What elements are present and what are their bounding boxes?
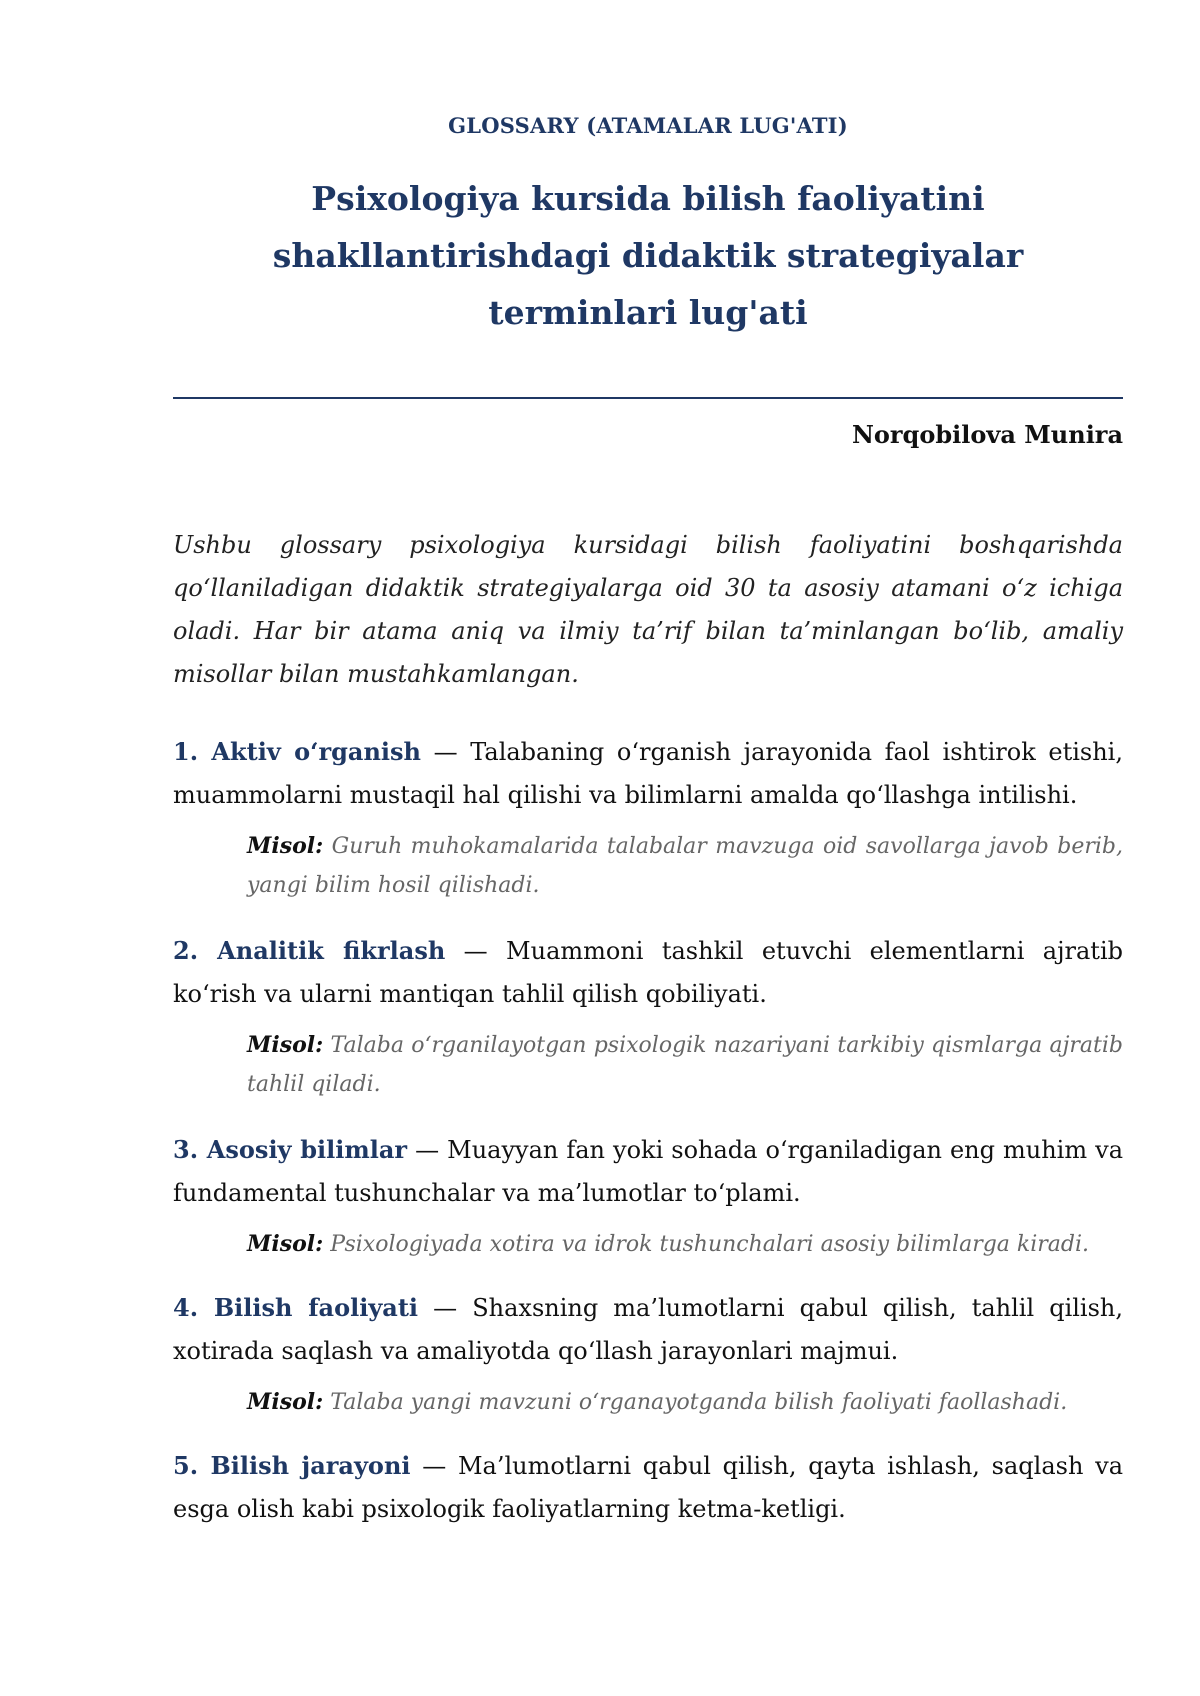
glossary-entry bbox=[173, 1128, 1123, 1264]
entry-definition bbox=[173, 730, 1123, 817]
entry-separator: — bbox=[445, 937, 507, 965]
entry-separator: — bbox=[407, 1136, 448, 1164]
document-title: Psixologiya kursida bilish faoliyatini shakllantirishdagi didaktik strategiyalar terminlari lug'ati bbox=[272, 179, 1024, 332]
example-text: Guruh muhokamalarida talabalar mavzuga oid savollarga javob berib, yangi bilim hosil qilishadi. bbox=[247, 834, 1123, 898]
example-label: Misol: bbox=[247, 833, 324, 859]
title-divider bbox=[173, 397, 1123, 399]
intro-paragraph: Ushbu glossary psixologiya kursidagi bilish faoliyatini boshqarishda qo‘llaniladigan didaktik strategiyalarga oid 30 ta asosiy atamani o‘z ichiga oladi. Har bir atama aniq va ilmiy ta’rif bilan ta’minlangan bo‘lib, amaliy misollar bilan mustahkamlangan. bbox=[173, 531, 1123, 688]
example-text: Psixologiyada xotira va idrok tushunchalari asosiy bilimlarga kiradi. bbox=[330, 1232, 1090, 1257]
glossary-entry bbox=[173, 1444, 1123, 1531]
example-text: Talaba o‘rganilayotgan psixologik nazariyani tarkibiy qismlarga ajratib tahlil qiladi. bbox=[247, 1033, 1123, 1097]
example-label: Misol: bbox=[247, 1389, 324, 1415]
example-text: Talaba yangi mavzuni o‘rganayotganda bilish faoliyati faollashadi. bbox=[330, 1390, 1068, 1415]
entry-separator: — bbox=[418, 1294, 473, 1322]
glossary-kicker: GLOSSARY (ATAMALAR LUG'ATI) bbox=[448, 113, 848, 138]
entry-definition-text: Muayyan fan yoki sohada o‘rganiladigan eng muhim va fundamental tushunchalar va ma’lumotlar to‘plami. bbox=[173, 1136, 1123, 1207]
entry-example bbox=[247, 1225, 1123, 1264]
entry-definition bbox=[173, 929, 1123, 1016]
example-label: Misol: bbox=[247, 1032, 324, 1058]
entry-definition bbox=[173, 1128, 1123, 1215]
glossary-entry bbox=[173, 730, 1123, 905]
entry-definition-text: Muammoni tashkil etuvchi elementlarni ajratib ko‘rish va ularni mantiqan tahlil qilish qobiliyati. bbox=[173, 937, 1123, 1008]
entry-separator: — bbox=[410, 1452, 458, 1480]
entry-definition bbox=[173, 1286, 1123, 1373]
entry-example bbox=[247, 1026, 1123, 1104]
entry-term: 5. Bilish jarayoni bbox=[173, 1451, 411, 1480]
entry-term: 2. Analitik fikrlash bbox=[173, 936, 446, 965]
entry-term: 3. Asosiy bilimlar bbox=[173, 1135, 408, 1164]
entry-definition-text: Talabaning o‘rganish jarayonida faol ishtirok etishi, muammolarni mustaqil hal qilishi va bilimlarni amalda qo‘llashga intilishi. bbox=[173, 738, 1123, 809]
entry-example bbox=[247, 1383, 1123, 1422]
entry-definition-text: Shaxsning ma’lumotlarni qabul qilish, tahlil qilish, xotirada saqlash va amaliyotda qo‘llash jarayonlari majmui. bbox=[173, 1294, 1123, 1365]
glossary-entries bbox=[173, 730, 1123, 1531]
author-name: Norqobilova Munira bbox=[851, 420, 1123, 449]
entry-definition bbox=[173, 1444, 1123, 1531]
entry-separator: — bbox=[421, 738, 471, 766]
example-label: Misol: bbox=[247, 1231, 324, 1257]
entry-term: 4. Bilish faoliyati bbox=[173, 1293, 419, 1322]
entry-example bbox=[247, 827, 1123, 905]
glossary-entry bbox=[173, 929, 1123, 1104]
entry-definition-text: Ma’lumotlarni qabul qilish, qayta ishlash, saqlash va esga olish kabi psixologik faoliyatlarning ketma-ketligi. bbox=[173, 1452, 1124, 1523]
glossary-entry bbox=[173, 1286, 1123, 1422]
entry-term: 1. Aktiv o‘rganish bbox=[173, 737, 421, 766]
